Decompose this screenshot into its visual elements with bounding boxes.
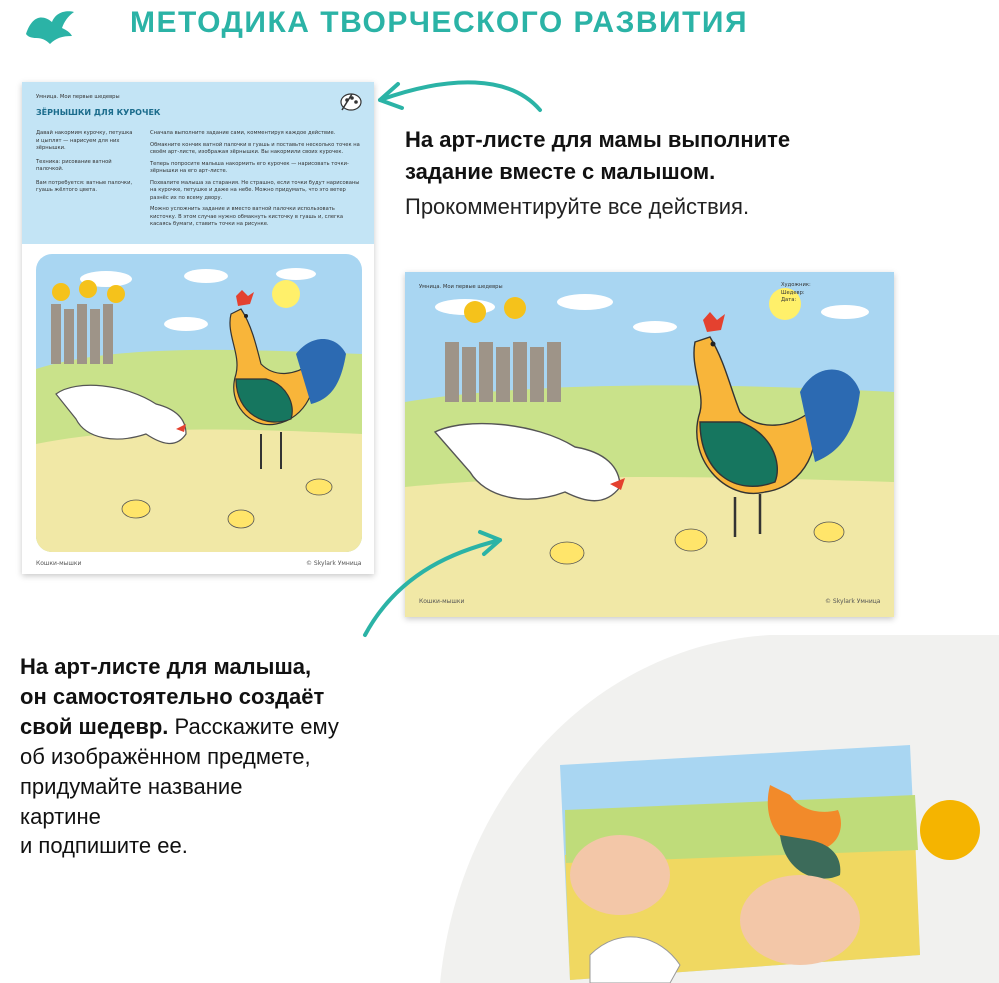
arrow-to-child-sheet-icon [340, 520, 520, 650]
child-sheet-footer-left: Кошки-мышки [419, 598, 465, 605]
mom-sheet-right-column [150, 130, 362, 229]
mom-instruction-bold [405, 124, 790, 188]
child-painting-photo [440, 635, 999, 983]
mom-instruction-regular: Прокомментируйте все действия. [405, 194, 750, 219]
mom-sheet-left-text: Вам потребуется: ватные палочки, гуашь жёлтого цвета. [36, 179, 133, 194]
masterpiece-field-label: Шедевр: [781, 289, 805, 296]
mom-sheet-series: Умница. Мои первые шедевры [36, 94, 120, 100]
child-instruction-line: придумайте название [20, 773, 243, 799]
child-sheet-series: Умница. Мои первые шедевры [419, 284, 503, 290]
mom-sheet-left-text: Давай накормим курочку, петушка и цыплят — нарисуем для них зёрнышки. [36, 130, 133, 152]
child-instruction [20, 652, 480, 861]
child-instruction-line [20, 712, 480, 742]
mom-sheet-left-column [36, 130, 136, 195]
mom-art-sheet [22, 82, 374, 574]
mom-sheet-farm-picture [36, 254, 362, 552]
mom-sheet-footer-left: Кошки-мышки [36, 560, 82, 567]
child-instruction-text: Расскажите ему [168, 713, 339, 739]
mom-sheet-title: ЗЁРНЫШКИ ДЛЯ КУРОЧЕК [36, 108, 161, 117]
child-instruction-bold-line: он самостоятельно создаёт [20, 683, 325, 709]
bird-logo-icon [22, 8, 78, 48]
child-instruction-bold-line: свой шедевр. [20, 713, 169, 739]
mom-sheet-step: Можно усложнить задание и вместо ватной палочки использовать кисточку. В этом случае нужно обмакнуть кисточку в гуашь и, слегка касаясь бумаги, ставить точки на рисунке. [150, 206, 344, 228]
child-sheet-footer-right: © Skylark Умница [825, 598, 881, 605]
mom-sheet-step: Похвалите малыша за старания. Не страшно, если точки будут нарисованы на курочке, петушке и даже на небе. Можно придумать, что это ветер разнёс их по всему двору. [150, 179, 360, 201]
mom-sheet-step: Сначала выполните задание сами, комментируя каждое действие. [150, 130, 336, 136]
child-instruction-line: об изображённом предмете, [20, 743, 311, 769]
mom-sheet-step: Теперь попросите малыша накормить его курочек — нарисовать точки-зёрнышки на его арт-листе. [150, 160, 349, 175]
page-title: МЕТОДИКА ТВОРЧЕСКОГО РАЗВИТИЯ [130, 6, 749, 39]
mom-instruction-line: На арт-листе для мамы выполните [405, 127, 791, 152]
mom-sheet-step: Обмакните кончик ватной палочки в гуашь и поставьте несколько точек на своём арт-листе, изображая зёрнышки. Вы накормили своих курочек. [150, 141, 360, 156]
child-instruction-line: картине [20, 803, 101, 829]
palette-icon [340, 90, 362, 112]
child-instruction-bold-line: На арт-листе для малыша, [20, 654, 312, 679]
child-sheet-fields [781, 282, 811, 305]
artist-field-label: Художник: [781, 282, 811, 288]
mom-sheet-footer-right: © Skylark Умница [306, 560, 362, 567]
mom-sheet-left-text: Техника: рисование ватной палочкой. [36, 158, 112, 173]
mom-instruction-line: задание вместе с малышом. [405, 158, 716, 184]
date-field-label: Дата: [781, 297, 797, 304]
child-instruction-line: и подпишите ее. [20, 833, 188, 859]
